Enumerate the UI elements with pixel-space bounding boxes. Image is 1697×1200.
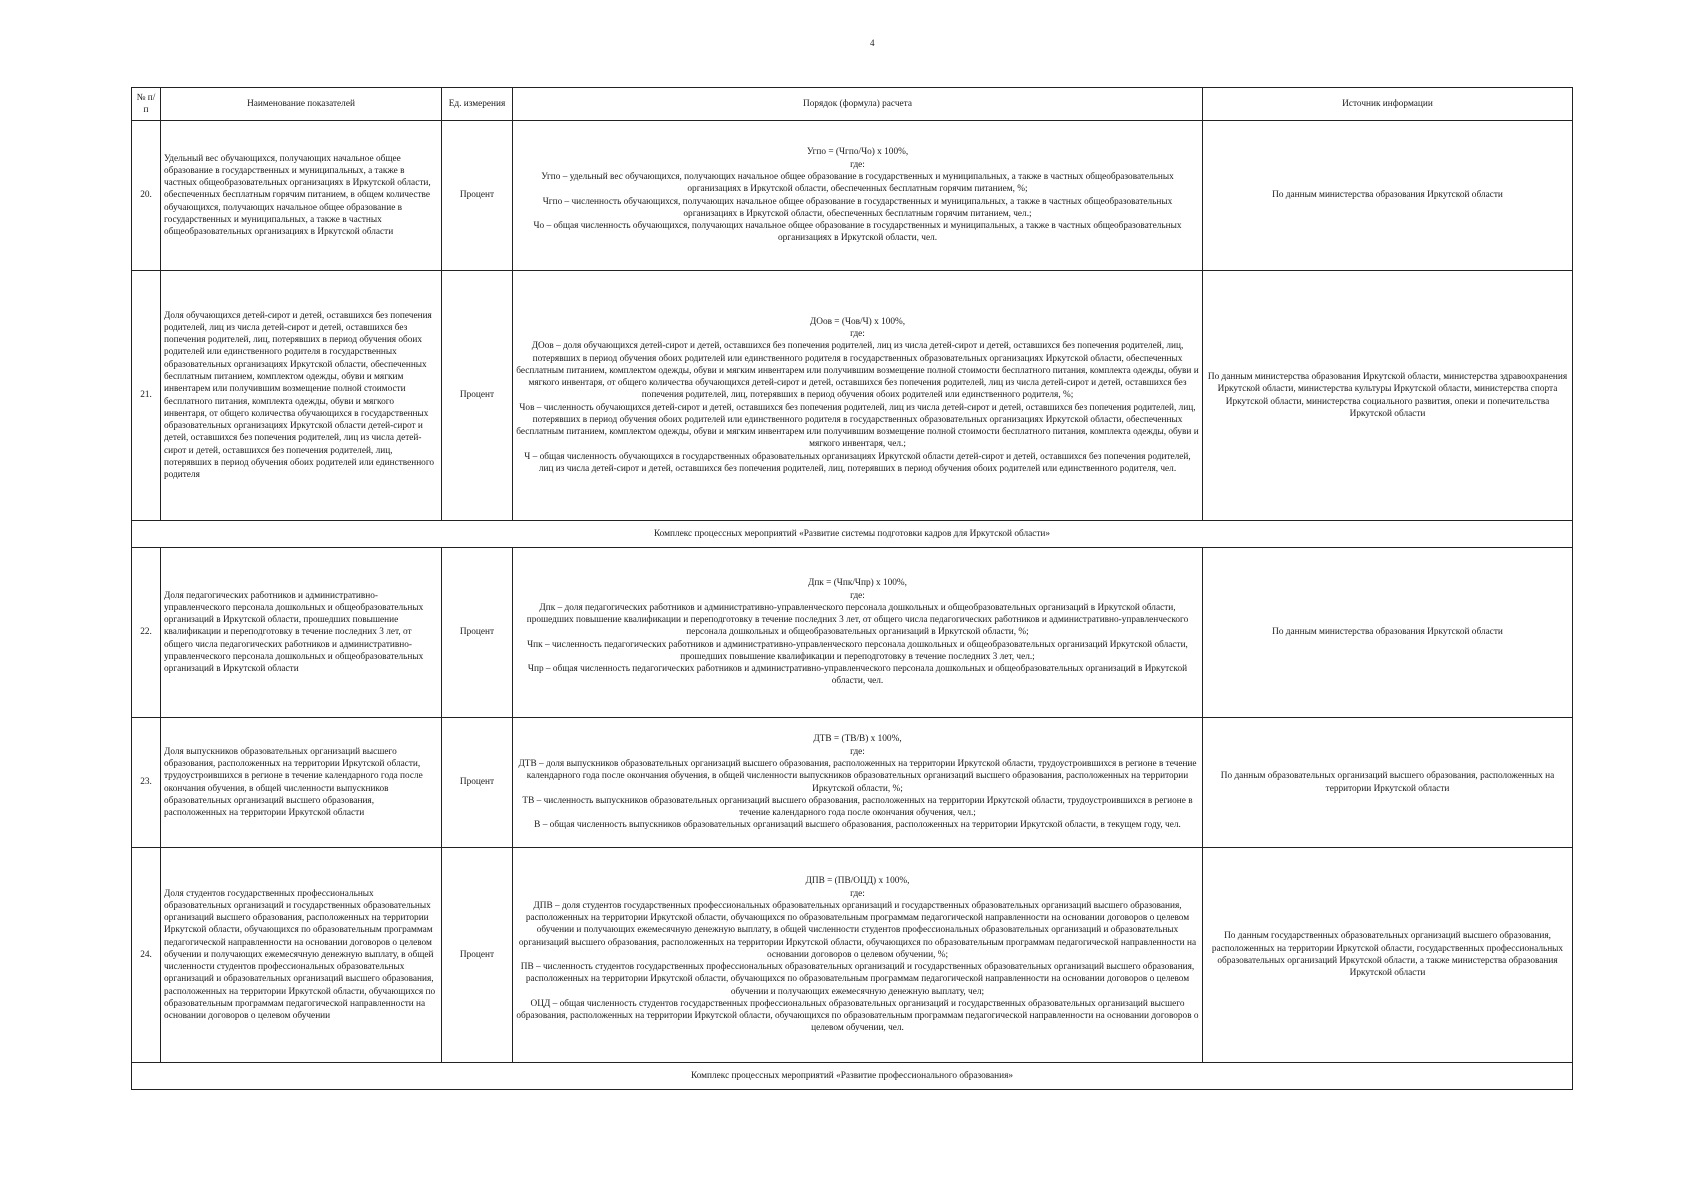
row-number: 24.	[132, 848, 161, 1063]
table-row	[132, 548, 1573, 718]
formula-definition: ДТВ – доля выпускников образовательных организаций высшего образования, расположенных на территории Иркутской области, трудоустроившихся в регионе в течение календарного года после окончания обучения, в общей численности выпускников образовательных организаций высшего образования, расположенных на территории Иркутской области, %;	[518, 758, 1197, 794]
formula-definition: ДОов – доля обучающихся детей-сирот и детей, оставшихся без попечения родителей, лиц из числа детей-сирот и детей, оставшихся без попечения родителей, лиц, потерявших в период обучения обоих родителей или единственного родителя в государственных образовательных организациях Иркутской области, обеспеченных бесплатным питанием, комплектом одежды, обуви и мягким инвентарем или получившим возмещение полной стоимости бесплатного питания, комплекта одежды, обуви и мягкого инвентаря, от общего количества обучающихся детей-сирот и детей, оставшихся без попечения родителей, лиц из числа детей-сирот и детей, оставшихся без попечения родителей, лиц, потерявших в период обучения обоих родителей или единственного родителя, %;	[516, 341, 1199, 401]
formula: ДТВ = (ТВ/В) х 100%,	[813, 734, 902, 745]
header-num: № п/п	[132, 88, 161, 121]
indicator-name: Доля обучающихся детей-сирот и детей, оставшихся без попечения родителей, лиц из числа детей-сирот и детей, оставшихся без попечения родителей, лиц, потерявших в период обучения обоих родителей или единственного родителя в государственных образовательных организациях Иркутской области, обеспеченных бесплатным питанием, комплектом одежды, обуви и мягким инвентарем или получившим возмещение полной стоимости бесплатного питания, комплекта одежды, обуви и мягкого инвентаря, от общего количества обучающихся в государственных образовательных организациях Иркутской области детей-сирот и детей, оставшихся без попечения родителей, лиц из числа детей-сирот и детей, оставшихся без попечения родителей, лиц, потерявших в период обучения обоих родителей или единственного родителя	[161, 271, 442, 521]
indicator-formula-cell	[513, 121, 1203, 271]
header-source: Источник информации	[1203, 88, 1573, 121]
formula-definition: Чпр – общая численность педагогических работников и административно-управленческого персонала дошкольных и общеобразовательных организаций в Иркутской области, чел.	[527, 664, 1188, 687]
indicator-name: Удельный вес обучающихся, получающих начальное общее образование в государственных и муниципальных, а также в частных общеобразовательных организациях в Иркутской области, обеспеченных бесплатным горячим питанием, в общем количестве обучающихся, получающих начальное общее образование в государственных и муниципальных, а также в частных общеобразовательных организациях в Иркутской области	[161, 121, 442, 271]
indicator-source: По данным государственных образовательных организаций высшего образования, расположенных на территории Иркутской области, государственных профессиональных образовательных организаций Иркутской области, а также министерства образования Иркутской области	[1203, 848, 1573, 1063]
table-row	[132, 848, 1573, 1063]
formula-definition: В – общая численность выпускников образовательных организаций высшего образования, расположенных на территории Иркутской области, в текущем году, чел.	[534, 820, 1181, 831]
indicator-formula-cell	[513, 848, 1203, 1063]
table-header-row	[132, 88, 1573, 121]
section-title: Комплекс процессных мероприятий «Развитие профессионального образования»	[132, 1063, 1573, 1090]
header-unit: Ед. измерения	[442, 88, 513, 121]
indicator-source: По данным министерства образования Иркутской области	[1203, 548, 1573, 718]
formula: Угпо = (Чгпо/Чо) х 100%,	[806, 147, 909, 158]
row-number: 23.	[132, 718, 161, 848]
formula-definition: Чов – численность обучающихся детей-сирот и детей, оставшихся без попечения родителей, лиц из числа детей-сирот и детей, оставшихся без попечения родителей, лиц, потерявших в период обучения обоих родителей или единственного родителя в государственных образовательных организациях Иркутской области, обеспеченных бесплатным питанием, комплектом одежды, обуви и мягким инвентарем или получившим возмещение полной стоимости бесплатного питания, комплекта одежды, обуви и мягкого инвентаря, чел.;	[516, 402, 1199, 450]
formula-definition: ОЦД – общая численность студентов государственных профессиональных образовательных организаций и государственных образовательных организаций высшего образования, расположенных на территории Иркутской области, обучающихся по образовательным программам педагогической направленности на основании договоров о целевом обучении, чел.	[516, 998, 1199, 1034]
formula: ДОов = (Чов/Ч) х 100%,	[809, 316, 906, 327]
indicator-unit: Процент	[442, 271, 513, 521]
formula-where: где:	[850, 590, 865, 601]
page-number: 4	[870, 38, 875, 48]
formula-definition: Чпк – численность педагогических работников и административно-управленческого персонала дошкольных и общеобразовательных организаций Иркутской области, прошедших повышение квалификации и переподготовку в течение последних 3 лет, чел.;	[527, 639, 1188, 662]
header-formula: Порядок (формула) расчета	[513, 88, 1203, 121]
formula-where: где:	[850, 888, 865, 899]
formula-definition: Чо – общая численность обучающихся, получающих начальное общее образование в государственных и муниципальных, а также в частных общеобразовательных организациях в Иркутской области, чел.	[533, 221, 1182, 244]
indicator-name: Доля выпускников образовательных организаций высшего образования, расположенных на территории Иркутской области, трудоустроившихся в регионе в течение календарного года после окончания обучения, в общей численности выпускников образовательных организаций высшего образования, расположенных на территории Иркутской области	[161, 718, 442, 848]
formula-definition: ДПВ – доля студентов государственных профессиональных образовательных организаций и государственных образовательных организаций высшего образования, расположенных на территории Иркутской области, обучающихся по образовательным программам педагогической направленности на основании договоров о целевом обучении и получающих ежемесячную денежную выплату, в общей численности студентов профессиональных образовательных организаций и образовательных организаций высшего образования, расположенных на территории Иркутской области, обучающихся по образовательным программам педагогической направленности на основании договоров о целевом обучении, %;	[518, 900, 1197, 960]
formula-definition: ТВ – численность выпускников образовательных организаций высшего образования, расположенных на территории Иркутской области, трудоустроившихся в регионе в течение календарного года после окончания обучения, чел.;	[522, 795, 1193, 819]
row-number: 21.	[132, 271, 161, 521]
formula: ДПВ = (ПВ/ОЦД) х 100%,	[805, 876, 910, 887]
formula-definition: Дпк – доля педагогических работников и административно-управленческого персонала дошкольных и общеобразовательных организаций в Иркутской области, прошедших повышение квалификации и переподготовку в течение последних 3 лет, от общего числа педагогических работников и административно-управленческого персонала дошкольных и общеобразовательных организаций в Иркутской области, %;	[526, 602, 1189, 638]
formula-definition: Угпо – удельный вес обучающихся, получающих начальное общее образование в государственных и муниципальных, а также в частных общеобразовательных организациях в Иркутской области, обеспеченных бесплатным горячим питанием, %;	[541, 171, 1174, 195]
formula-definition: Ч – общая численность обучающихся в государственных образовательных организациях Иркутской области детей-сирот и детей, оставшихся без попечения родителей, лиц из числа детей-сирот и детей, оставшихся без попечения родителей, лиц, потерявших в период обучения обоих родителей или единственного родителя, чел.	[524, 451, 1191, 474]
indicator-unit: Процент	[442, 848, 513, 1063]
indicator-name: Доля студентов государственных профессиональных образовательных организаций и государственных образовательных организаций высшего образования, расположенных на территории Иркутской области, обучающихся по образовательным программам педагогической направленности на основании договоров о целевом обучении и получающих ежемесячную денежную выплату, в общей численности студентов профессиональных образовательных организаций и образовательных организаций высшего образования, расположенных на территории Иркутской области, обучающихся по образовательным программам педагогической направленности на основании договоров о целевом обучении	[161, 848, 442, 1063]
formula-definition: ПВ – численность студентов государственных профессиональных образовательных организаций и государственных образовательных организаций высшего образования, расположенных на территории Иркутской области, обучающихся по образовательным программам педагогической направленности на основании договоров о целевом обучении и получающих ежемесячную денежную выплату, чел;	[520, 962, 1195, 997]
section-header-row	[132, 1063, 1573, 1090]
table-row	[132, 121, 1573, 271]
indicator-unit: Процент	[442, 121, 513, 271]
indicator-formula-cell	[513, 271, 1203, 521]
row-number: 20.	[132, 121, 161, 271]
header-name: Наименование показателей	[161, 88, 442, 121]
indicator-formula-cell	[513, 548, 1203, 718]
indicator-source: По данным министерства образования Иркутской области	[1203, 121, 1573, 271]
indicator-source: По данным министерства образования Иркутской области, министерства здравоохранения Иркутской области, министерства культуры Иркутской области, министерства спорта Иркутской области, министерства социального развития, опеки и попечительства Иркутской области	[1203, 271, 1573, 521]
table-row	[132, 718, 1573, 848]
formula-definition: Чгпо – численность обучающихся, получающих начальное общее образование в государственных и муниципальных, а также в частных общеобразовательных организациях в Иркутской области, обеспеченных бесплатным горячим питанием, чел.;	[542, 196, 1173, 219]
indicators-table	[131, 87, 1573, 1090]
row-number: 22.	[132, 548, 161, 718]
section-header-row	[132, 521, 1573, 548]
indicator-unit: Процент	[442, 548, 513, 718]
formula-where: где:	[850, 329, 865, 340]
indicator-source: По данным образовательных организаций высшего образования, расположенных на территории Иркутской области	[1203, 718, 1573, 848]
formula-where: где:	[850, 159, 865, 170]
table-row	[132, 271, 1573, 521]
indicator-formula-cell	[513, 718, 1203, 848]
formula-where: где:	[850, 746, 865, 757]
indicator-unit: Процент	[442, 718, 513, 848]
section-title: Комплекс процессных мероприятий «Развитие системы подготовки кадров для Иркутской области»	[132, 521, 1573, 548]
formula: Дпк = (Чпк/Чпр) х 100%,	[807, 578, 907, 589]
indicator-name: Доля педагогических работников и административно-управленческого персонала дошкольных и общеобразовательных организаций в Иркутской области, прошедших повышение квалификации и переподготовку в течение последних 3 лет, от общего числа педагогических работников и административно- управленческого персонала дошкольных и общеобразовательных организаций в Иркутской области	[161, 548, 442, 718]
